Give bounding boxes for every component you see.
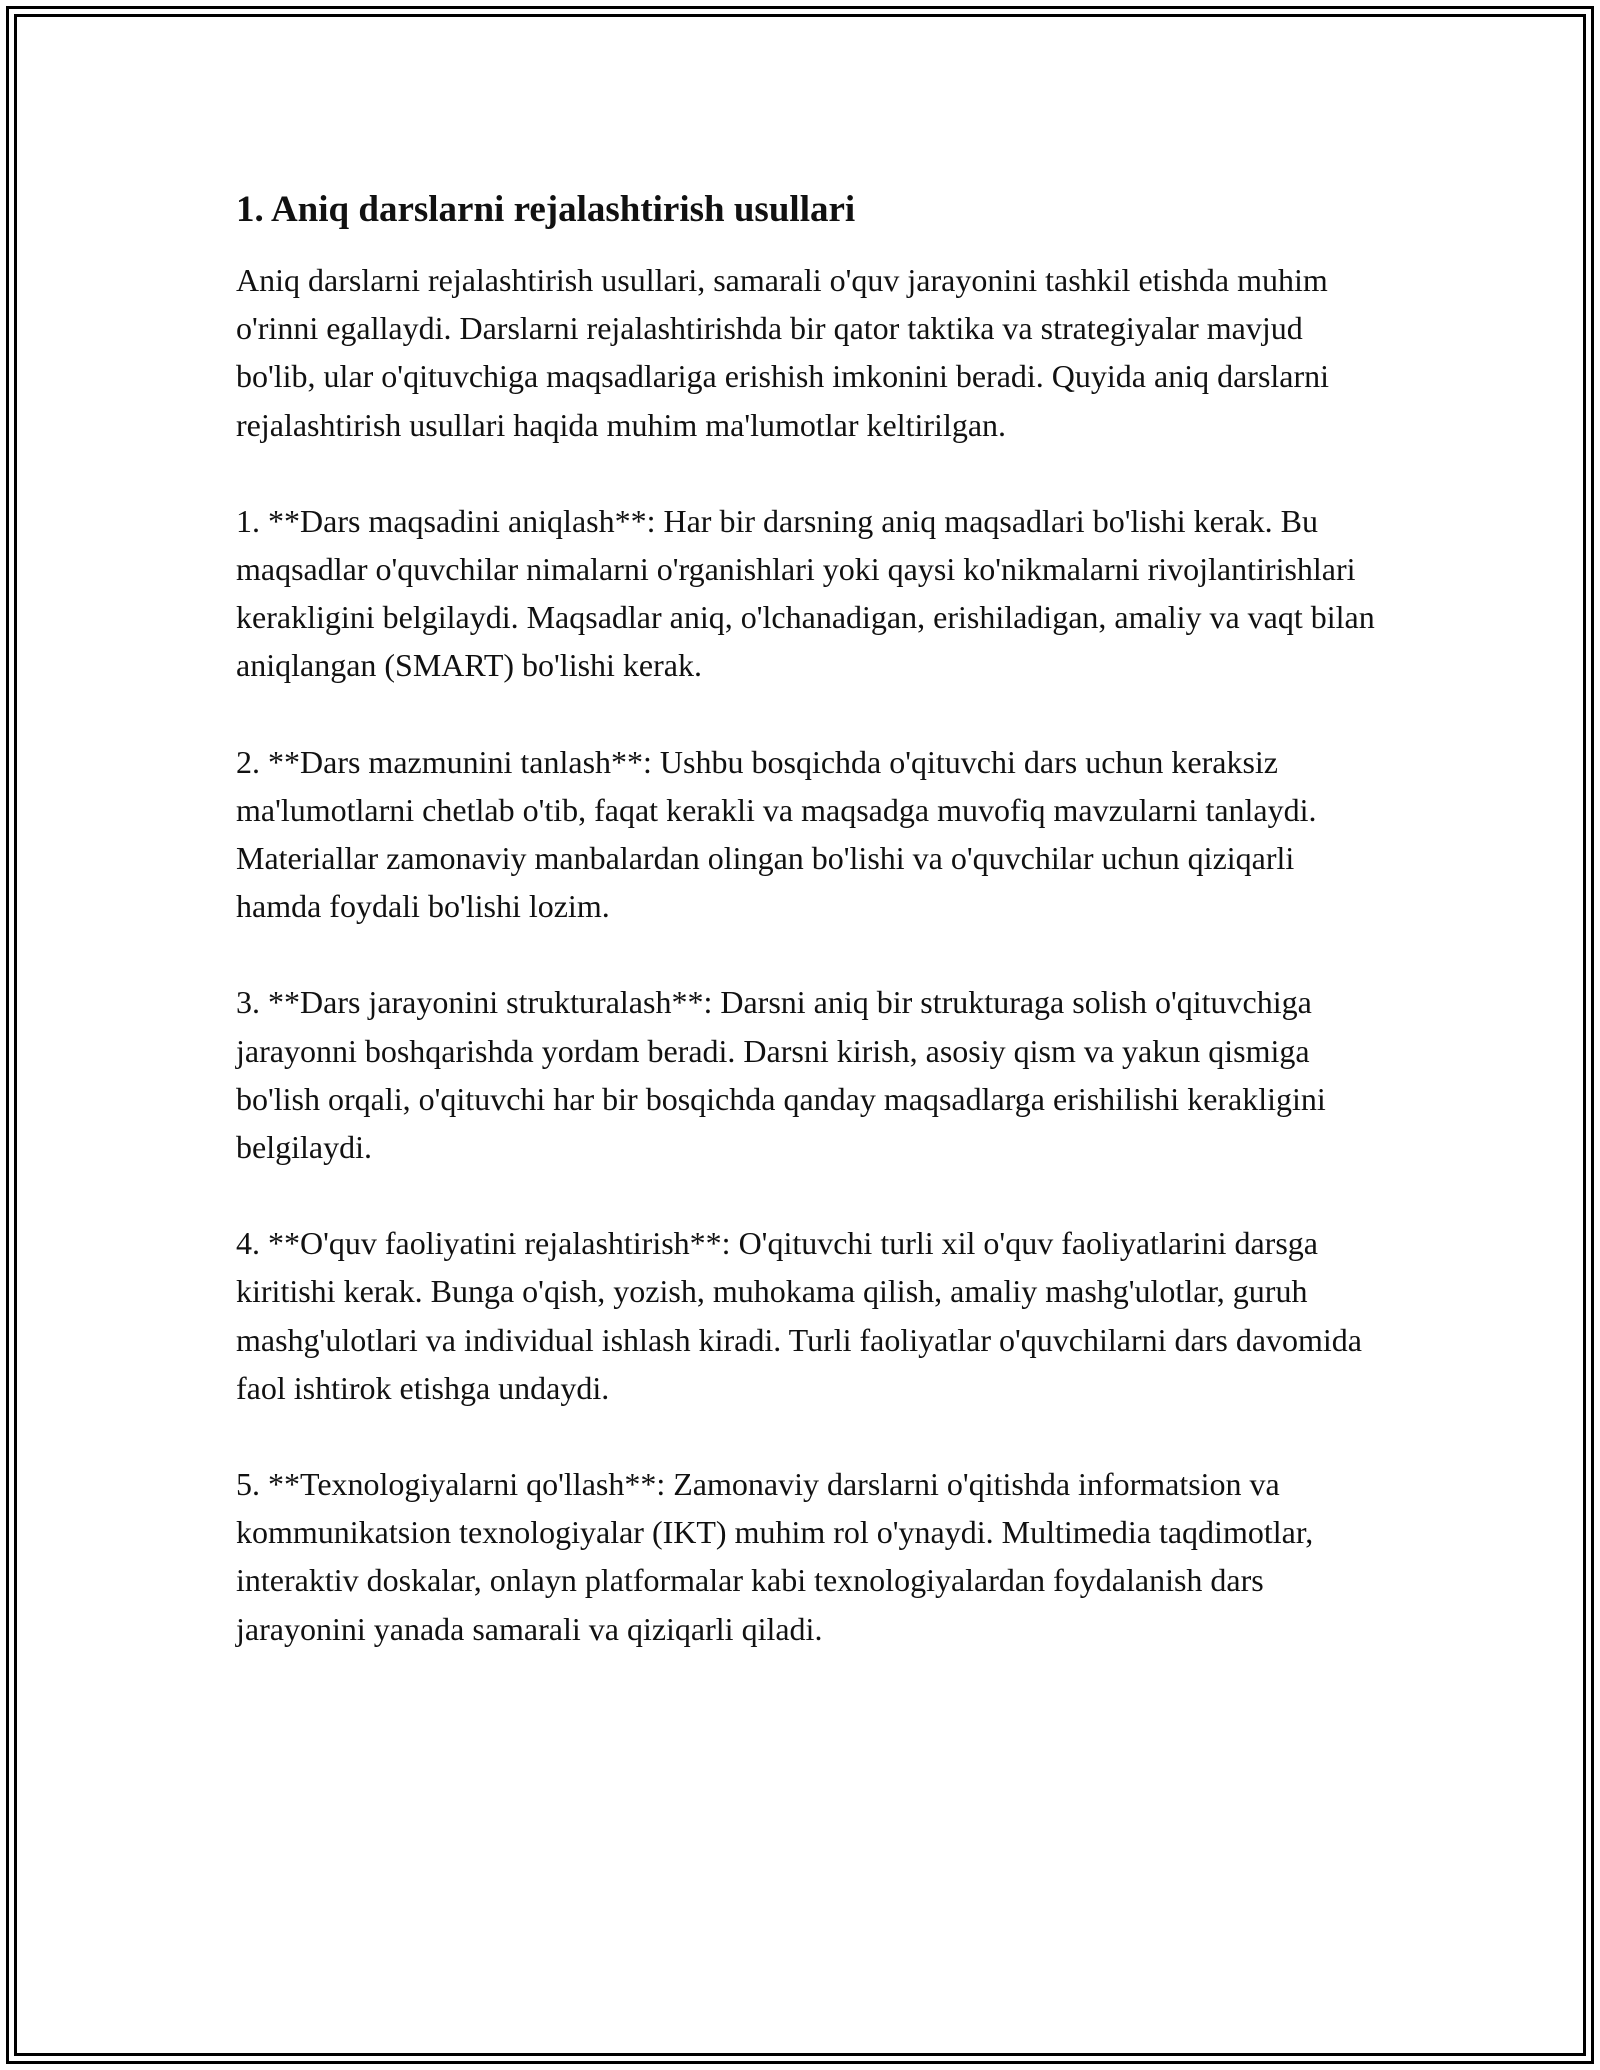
list-item-3: 3. **Dars jarayonini strukturalash**: Darsni aniq bir strukturaga solish o'qituvchiga jarayonni boshqarishda yordam beradi. Darsni kirish, asosiy qism va yakun qismiga bo'lish orqali, o'qituvchi har bir bosqichda qanday maqsadlarga erishilishi kerakligini belgilaydi. [236, 984, 1326, 1166]
intro-paragraph: Aniq darslarni rejalashtirish usullari, samarali o'quv jarayonini tashkil etishda muhim o'rinni egallaydi. Darslarni rejalashtirishda bir qator taktika va strategiyalar mavjud bo'lib, ular o'qituvchiga maqsadlariga erishish imkonini beradi. Quyida aniq darslarni rejalashtirish usullari haqida muhim ma'lumotlar keltirilgan. [236, 262, 1330, 443]
list-item-2: 2. **Dars mazmunini tanlash**: Ushbu bosqichda o'qituvchi dars uchun keraksiz ma'lumotlarni chetlab o'tib, faqat kerakli va maqsadga muvofiq mavzularni tanlaydi. Materiallar zamonaviy manbalardan olingan bo'lishi va o'quvchilar uchun qiziqarli hamda foydali bo'lishi lozim. [236, 743, 1317, 925]
list-item-1: 1. **Dars maqsadini aniqlash**: Har bir darsning aniq maqsadlari bo'lishi kerak. Bu maqsadlar o'quvchilar nimalarni o'rganishlari yoki qaysi ko'nikmalarni rivojlantirishlari kerakligini belgilaydi. Maqsadlar aniq, o'lchanadigan, erishiladigan, amaliy va vaqt bilan aniqlangan (SMART) bo'lishi kerak. [236, 502, 1375, 684]
list-item-5: 5. **Texnologiyalarni qo'llash**: Zamonaviy darslarni o'qitishda informatsion va kommunikatsion texnologiyalar (IKT) muhim rol o'ynaydi. Multimedia taqdimotlar, interaktiv doskalar, onlayn platformalar kabi texnologiyalardan foydalanish dars jarayonini yanada samarali va qiziqarli qiladi. [236, 1466, 1314, 1647]
list-item-4: 4. **O'quv faoliyatini rejalashtirish**: O'qituvchi turli xil o'quv faoliyatlarini darsga kiritishi kerak. Bunga o'qish, yozish, muhokama qilish, amaliy mashg'ulotlar, guruh mashg'ulotlari va individual ishlash kiradi. Turli faoliyatlar o'quvchilarni dars davomida faol ishtirok etishga undaydi. [236, 1225, 1362, 1406]
document-body [236, 186, 1376, 1701]
section-heading: 1. Aniq darslarni rejalashtirish usullari [236, 189, 856, 230]
